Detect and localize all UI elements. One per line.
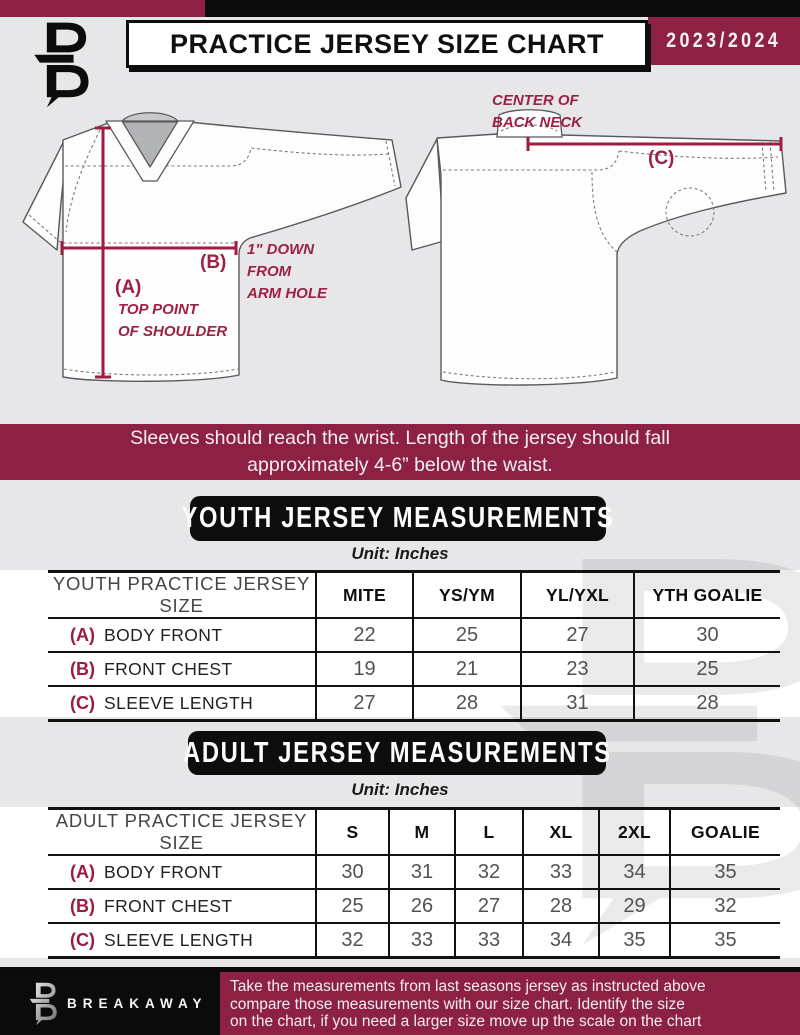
footer — [0, 967, 800, 1035]
cell: 32 — [670, 889, 780, 923]
cell: 28 — [523, 889, 599, 923]
fit-note-banner — [0, 424, 800, 480]
cell: 35 — [670, 923, 780, 958]
adult-header-row — [48, 809, 780, 856]
top-strip-black — [205, 0, 800, 17]
cell: 31 — [389, 855, 455, 889]
table-row — [48, 686, 780, 721]
footer-line1: Take the measurements from last seasons jersey as instructed above — [230, 978, 706, 995]
page-title: PRACTICE JERSEY SIZE CHART — [169, 28, 605, 59]
cell: 33 — [455, 923, 523, 958]
cell: 23 — [521, 652, 634, 686]
fit-note-line2: approximately 4-6” below the waist. — [247, 454, 553, 476]
cell: 35 — [599, 923, 670, 958]
label-b-note: 1" DOWN FROM ARM HOLE — [247, 241, 327, 302]
cell: 28 — [413, 686, 521, 721]
footer-brand-name: BREAKAWAY — [67, 996, 208, 1011]
cell: 29 — [599, 889, 670, 923]
cell: 25 — [316, 889, 389, 923]
footer-line2: compare those measurements with our size chart. Identify the size — [230, 995, 685, 1013]
adult-col-l: L — [455, 809, 523, 856]
cell: 28 — [634, 686, 780, 721]
cell: 32 — [316, 923, 389, 958]
youth-col-goalie: YTH GOALIE — [634, 572, 780, 619]
youth-col-ysym: YS/YM — [413, 572, 521, 619]
adult-col-xl: XL — [523, 809, 599, 856]
adult-row-b-label: (B) FRONT CHEST — [48, 889, 316, 923]
cell: 19 — [316, 652, 413, 686]
adult-col-goalie: GOALIE — [670, 809, 780, 856]
table-row — [48, 889, 780, 923]
adult-row-a-label: (A) BODY FRONT — [48, 855, 316, 889]
cell: 25 — [634, 652, 780, 686]
cell: 22 — [316, 618, 413, 652]
youth-section-banner — [181, 496, 615, 541]
cell: 30 — [316, 855, 389, 889]
cell: 34 — [523, 923, 599, 958]
adult-size-header: ADULT PRACTICE JERSEY SIZE — [48, 809, 316, 856]
youth-row-c-label: (C) SLEEVE LENGTH — [48, 686, 316, 721]
cell: 30 — [634, 618, 780, 652]
cell: 32 — [455, 855, 523, 889]
cell: 33 — [389, 923, 455, 958]
cell: 25 — [413, 618, 521, 652]
adult-col-m: M — [389, 809, 455, 856]
adult-unit-label: Unit: Inches — [351, 780, 449, 799]
table-row — [48, 923, 780, 958]
cell: 33 — [523, 855, 599, 889]
youth-col-ylyxl: YL/YXL — [521, 572, 634, 619]
adult-section-title: ADULT JERSEY MEASUREMENTS — [182, 736, 612, 769]
table-row — [48, 618, 780, 652]
cell: 21 — [413, 652, 521, 686]
label-c-note: CENTER OF BACK NECK — [492, 92, 582, 131]
cell: 27 — [521, 618, 634, 652]
label-a-key: (A) — [115, 277, 142, 298]
youth-col-mite: MITE — [316, 572, 413, 619]
season-badge — [648, 17, 800, 65]
label-c-key: (C) — [648, 148, 675, 169]
adult-size-table — [48, 807, 780, 959]
footer-instructions — [220, 972, 800, 1035]
label-b-key: (B) — [200, 252, 227, 273]
season-label: 2023/2024 — [666, 29, 782, 52]
cell: 31 — [521, 686, 634, 721]
back-jersey-diagram — [406, 110, 786, 385]
footer-line3: on the chart, if you need a larger size move up the scale on the chart — [230, 1013, 702, 1030]
label-a-note: TOP POINT OF SHOULDER — [118, 301, 228, 340]
cell: 26 — [389, 889, 455, 923]
youth-size-header: YOUTH PRACTICE JERSEY SIZE — [48, 572, 316, 619]
breakaway-logo-small-icon — [28, 982, 58, 1026]
breakaway-logo-icon — [30, 21, 92, 114]
page-title-box — [126, 20, 648, 68]
adult-row-c-label: (C) SLEEVE LENGTH — [48, 923, 316, 958]
youth-section-title: YOUTH JERSEY MEASUREMENTS — [181, 502, 615, 534]
jersey-diagrams — [0, 85, 800, 420]
footer-brand-block — [0, 972, 220, 1035]
cell: 34 — [599, 855, 670, 889]
fit-note-line1: Sleeves should reach the wrist. Length of the jersey should fall — [130, 427, 670, 449]
adult-section-banner — [182, 731, 612, 775]
adult-col-2xl: 2XL — [599, 809, 670, 856]
table-row — [48, 855, 780, 889]
youth-unit-label: Unit: Inches — [351, 544, 449, 563]
adult-col-s: S — [316, 809, 389, 856]
youth-header-row — [48, 572, 780, 619]
youth-row-a-label: (A) BODY FRONT — [48, 618, 316, 652]
youth-size-table — [48, 570, 780, 722]
cell: 27 — [455, 889, 523, 923]
cell: 35 — [670, 855, 780, 889]
cell: 27 — [316, 686, 413, 721]
youth-row-b-label: (B) FRONT CHEST — [48, 652, 316, 686]
table-row — [48, 652, 780, 686]
top-strip-maroon — [0, 0, 205, 17]
